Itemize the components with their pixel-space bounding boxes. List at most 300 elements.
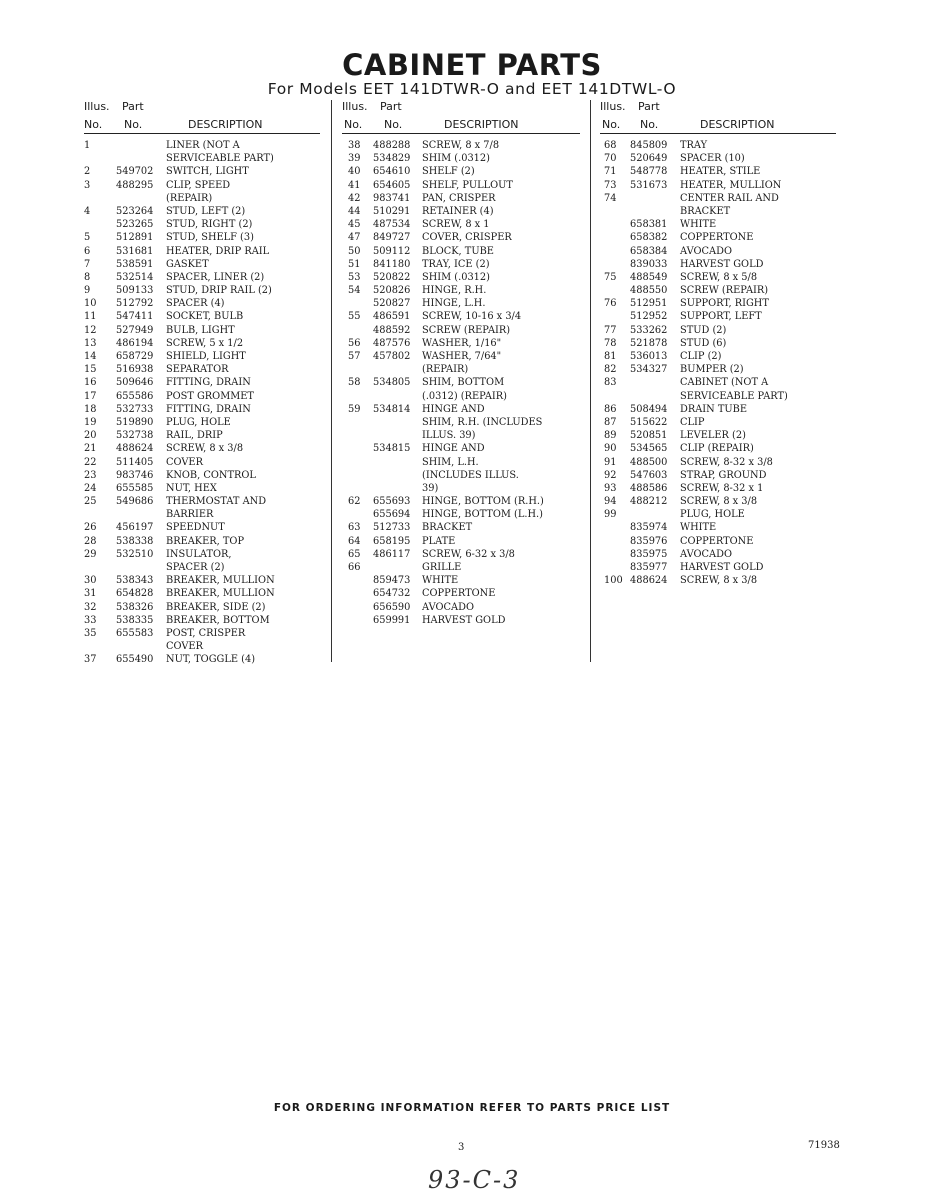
part-no: 488549 <box>630 271 668 283</box>
part-description: CENTER RAIL AND <box>680 192 779 204</box>
part-description: BREAKER, SIDE (2) <box>166 601 266 613</box>
illus-no: 29 <box>84 548 97 560</box>
part-no: 512792 <box>116 298 154 310</box>
illus-no: 18 <box>84 403 97 415</box>
part-no: 508494 <box>630 403 668 415</box>
part-description: AVOCADO <box>422 601 474 613</box>
part-description: HINGE AND <box>422 403 485 415</box>
part-description: BRACKET <box>422 522 473 534</box>
part-description: BARRIER <box>166 509 214 521</box>
part-description: SCREW, 8-32 x 3/8 <box>680 456 773 468</box>
part-description: SUPPORT, LEFT <box>680 311 762 323</box>
part-no: 655583 <box>116 627 154 639</box>
illus-no: 51 <box>348 258 361 270</box>
illus-no: 26 <box>84 522 97 534</box>
part-no: 488592 <box>373 324 411 336</box>
part-no: 486194 <box>116 337 154 349</box>
part-description: SCREW, 8 x 3/8 <box>680 496 758 508</box>
illus-no: 58 <box>348 377 361 389</box>
illus-no: 41 <box>348 179 361 191</box>
part-description: HARVEST GOLD <box>680 562 764 573</box>
illus-no: 11 <box>84 311 97 323</box>
illus-no-label: No. <box>344 118 363 131</box>
illus-label: Illus. <box>342 100 368 113</box>
part-no: 835976 <box>630 535 668 547</box>
part-description: SHIELD, LIGHT <box>166 351 246 362</box>
part-description: SHIM, R.H. (INCLUDES <box>422 416 543 428</box>
part-description: SCREW, 10-16 x 3/4 <box>422 311 522 323</box>
part-description: SCREW, 8 x 7/8 <box>422 140 500 151</box>
illus-no: 77 <box>604 324 617 336</box>
part-description: HARVEST GOLD <box>422 614 506 626</box>
illus-no: 56 <box>348 337 361 349</box>
part-no: 512952 <box>630 311 668 323</box>
illus-no: 87 <box>604 416 617 428</box>
part-no: 456197 <box>116 522 154 534</box>
part-description: 39) <box>422 482 439 494</box>
illus-no: 31 <box>84 588 97 600</box>
part-description: SERVICEABLE PART) <box>680 390 788 402</box>
illus-no: 93 <box>604 482 617 494</box>
part-no: 548778 <box>630 166 668 178</box>
column-header <box>600 100 870 134</box>
part-description: SWITCH, LIGHT <box>166 166 249 178</box>
part-no: 658382 <box>630 232 668 244</box>
part-no: 488624 <box>630 575 668 587</box>
part-no: 510291 <box>373 205 411 217</box>
illus-no: 13 <box>84 337 97 349</box>
part-description: BRACKET <box>680 205 731 217</box>
illus-no: 6 <box>84 245 91 257</box>
illus-no: 89 <box>604 430 617 442</box>
illus-no: 38 <box>348 140 361 151</box>
part-no: 520822 <box>373 271 411 283</box>
part-no: 488500 <box>630 456 668 468</box>
part-no: 532510 <box>116 548 154 560</box>
part-description: COVER, CRISPER <box>422 232 512 244</box>
part-description: HINGE, BOTTOM (R.H.) <box>422 496 544 508</box>
part-no: 532733 <box>116 403 154 415</box>
part-description: COVER <box>166 456 203 468</box>
illus-no: 75 <box>604 271 617 283</box>
illus-no: 71 <box>604 166 617 178</box>
part-description: PAN, CRISPER <box>422 192 496 204</box>
illus-no: 92 <box>604 469 617 481</box>
part-description: AVOCADO <box>680 245 732 257</box>
part-description: STUD (2) <box>680 324 727 336</box>
part-no: 655585 <box>116 482 154 494</box>
description-label: DESCRIPTION <box>188 118 263 131</box>
part-description: SHIM, L.H. <box>422 456 479 468</box>
illus-no: 82 <box>604 364 617 376</box>
part-no: 983741 <box>373 192 411 204</box>
part-description: NUT, TOGGLE (4) <box>166 654 256 666</box>
part-description: GRILLE <box>422 562 462 573</box>
part-description: TRAY, ICE (2) <box>422 258 490 270</box>
illus-no-label: No. <box>602 118 621 131</box>
part-label: Part <box>638 100 660 113</box>
description-label: DESCRIPTION <box>444 118 519 131</box>
header-rule <box>84 133 320 134</box>
part-no: 656590 <box>373 601 411 613</box>
illus-no: 57 <box>348 351 361 362</box>
part-description: THERMOSTAT AND <box>166 496 267 508</box>
illus-no: 19 <box>84 416 97 428</box>
part-description: STUD, SHELF (3) <box>166 232 254 244</box>
part-description: COPPERTONE <box>422 588 496 600</box>
part-no: 983746 <box>116 469 154 481</box>
part-no: 531673 <box>630 179 668 191</box>
part-no: 655694 <box>373 509 411 521</box>
part-description: SHIM, BOTTOM <box>422 377 505 389</box>
illus-no: 42 <box>348 192 361 204</box>
illus-no: 94 <box>604 496 617 508</box>
illus-no: 15 <box>84 364 97 376</box>
illus-no: 16 <box>84 377 97 389</box>
part-no: 839033 <box>630 258 668 270</box>
part-no: 655490 <box>116 654 154 666</box>
illus-no: 22 <box>84 456 97 468</box>
part-description: CABINET (NOT A <box>680 377 769 389</box>
part-description: BUMPER (2) <box>680 364 744 376</box>
part-no: 538591 <box>116 258 154 270</box>
header-rule <box>342 133 580 134</box>
part-no: 849727 <box>373 232 411 244</box>
parts-column-3 <box>600 100 870 587</box>
part-description: SCREW, 5 x 1/2 <box>166 337 244 349</box>
part-description: COPPERTONE <box>680 535 754 547</box>
part-no: 654732 <box>373 588 411 600</box>
part-description: HEATER, DRIP RAIL <box>166 245 270 257</box>
part-description: HARVEST GOLD <box>680 258 764 270</box>
part-no: 534815 <box>373 443 411 455</box>
part-no: 549702 <box>116 166 154 178</box>
part-description: NUT, HEX <box>166 482 217 494</box>
part-description: CLIP, SPEED <box>166 179 231 191</box>
part-description: (.0312) (REPAIR) <box>422 390 507 402</box>
illus-no: 78 <box>604 337 617 349</box>
part-no: 527949 <box>116 324 154 336</box>
part-description: SCREW, 8 x 3/8 <box>680 575 758 587</box>
part-no: 487534 <box>373 219 411 231</box>
part-no: 516938 <box>116 364 154 376</box>
part-no: 532738 <box>116 430 154 442</box>
part-description: SPEEDNUT <box>166 522 225 534</box>
part-no: 486591 <box>373 311 411 323</box>
illus-no: 62 <box>348 496 361 508</box>
illus-no: 8 <box>84 271 91 283</box>
part-description: SERVICEABLE PART) <box>166 153 274 165</box>
illus-no: 2 <box>84 166 91 178</box>
illus-no: 9 <box>84 285 91 297</box>
part-no: 659991 <box>373 614 411 626</box>
part-description: HEATER, MULLION <box>680 179 782 191</box>
part-no: 549686 <box>116 496 154 508</box>
part-no: 835974 <box>630 522 668 534</box>
part-no: 538326 <box>116 601 154 613</box>
part-no: 520826 <box>373 285 411 297</box>
part-no: 488212 <box>630 496 668 508</box>
part-no: 845809 <box>630 140 668 151</box>
part-no: 835977 <box>630 562 668 573</box>
part-description: HINGE, BOTTOM (L.H.) <box>422 509 543 521</box>
part-description: RETAINER (4) <box>422 205 494 217</box>
part-description: COPPERTONE <box>680 232 754 244</box>
illus-no: 70 <box>604 153 617 165</box>
part-no: 655693 <box>373 496 411 508</box>
part-no: 658729 <box>116 351 154 362</box>
part-description: SOCKET, BULB <box>166 311 244 323</box>
illus-no: 74 <box>604 192 617 204</box>
illus-no: 63 <box>348 522 361 534</box>
part-description: SPACER (4) <box>166 298 225 310</box>
part-description: COVER <box>166 641 203 653</box>
illus-no: 90 <box>604 443 617 455</box>
part-no: 534565 <box>630 443 668 455</box>
column-header <box>84 100 324 134</box>
illus-label: Illus. <box>84 100 110 113</box>
column-divider <box>590 100 591 662</box>
column-divider <box>331 100 332 662</box>
part-no: 509112 <box>373 245 411 257</box>
ordering-note: FOR ORDERING INFORMATION REFER TO PARTS PRICE LIST <box>273 1102 671 1114</box>
part-no: 859473 <box>373 575 411 587</box>
part-description: BREAKER, MULLION <box>166 588 275 600</box>
part-description: SPACER (2) <box>166 562 225 573</box>
illus-no: 21 <box>84 443 97 455</box>
part-no: 655586 <box>116 390 154 402</box>
illus-no: 64 <box>348 535 361 547</box>
part-no: 841180 <box>373 258 411 270</box>
part-description: STUD, LEFT (2) <box>166 205 246 217</box>
part-no: 658195 <box>373 535 411 547</box>
illus-no: 40 <box>348 166 361 178</box>
illus-no: 44 <box>348 205 361 217</box>
part-description: FITTING, DRAIN <box>166 403 251 415</box>
column-header <box>342 100 590 134</box>
part-description: CLIP (2) <box>680 351 722 362</box>
page-subtitle: For Models EET 141DTWR-O and EET 141DTWL-O <box>267 80 677 98</box>
illus-no: 5 <box>84 232 91 244</box>
part-description: SHELF, PULLOUT <box>422 179 513 191</box>
part-no: 512891 <box>116 232 154 244</box>
illus-no: 35 <box>84 627 97 639</box>
part-no-label: No. <box>640 118 659 131</box>
part-description: BLOCK, TUBE <box>422 245 494 257</box>
illus-no: 14 <box>84 351 97 362</box>
part-no: 534327 <box>630 364 668 376</box>
illus-no: 37 <box>84 654 97 666</box>
part-no: 538343 <box>116 575 154 587</box>
part-description: (INCLUDES ILLUS. <box>422 469 519 481</box>
part-description: HINGE AND <box>422 443 485 455</box>
part-description: SHIM (.0312) <box>422 153 490 165</box>
part-no: 658384 <box>630 245 668 257</box>
part-description: DRAIN TUBE <box>680 403 748 415</box>
illus-no-label: No. <box>84 118 103 131</box>
part-description: CLIP (REPAIR) <box>680 443 754 455</box>
part-no: 488295 <box>116 179 154 191</box>
part-no: 520649 <box>630 153 668 165</box>
part-no: 488586 <box>630 482 668 494</box>
illus-no: 4 <box>84 205 91 217</box>
illus-no: 50 <box>348 245 361 257</box>
part-description: CLIP <box>680 416 705 428</box>
part-no: 532514 <box>116 271 154 283</box>
part-description: LEVELER (2) <box>680 430 746 442</box>
part-no: 538338 <box>116 535 154 547</box>
illus-no: 86 <box>604 403 617 415</box>
part-label: Part <box>122 100 144 113</box>
part-description: STRAP, GROUND <box>680 469 767 481</box>
part-no: 488288 <box>373 140 411 151</box>
part-description: WHITE <box>422 575 459 587</box>
part-no: 531681 <box>116 245 154 257</box>
part-description: LINER (NOT A <box>166 140 240 151</box>
part-description: RAIL, DRIP <box>166 430 223 442</box>
illus-no: 25 <box>84 496 97 508</box>
part-no: 457802 <box>373 351 411 362</box>
part-description: AVOCADO <box>680 548 732 560</box>
illus-no: 17 <box>84 390 97 402</box>
part-no: 523265 <box>116 219 154 231</box>
part-description: SCREW, 8 x 1 <box>422 219 490 231</box>
page-title: CABINET PARTS <box>342 48 602 82</box>
parts-column-1 <box>84 100 324 666</box>
illus-no: 100 <box>604 575 623 587</box>
part-no: 512951 <box>630 298 668 310</box>
part-no: 519890 <box>116 416 154 428</box>
handwritten-note: 93-C-3 <box>428 1166 521 1194</box>
part-no: 520827 <box>373 298 411 310</box>
part-description: WHITE <box>680 522 717 534</box>
illus-no: 28 <box>84 535 97 547</box>
illus-no: 23 <box>84 469 97 481</box>
part-description: STUD (6) <box>680 337 727 349</box>
part-description: SPACER (10) <box>680 153 745 165</box>
illus-no: 45 <box>348 219 361 231</box>
part-description: SHIM (.0312) <box>422 271 490 283</box>
part-description: WASHER, 1/16" <box>422 337 502 349</box>
illus-no: 83 <box>604 377 617 389</box>
part-no: 486117 <box>373 548 411 560</box>
part-description: WHITE <box>680 219 717 231</box>
part-description: GASKET <box>166 258 209 270</box>
part-description: SCREW (REPAIR) <box>422 324 511 336</box>
part-no: 488550 <box>630 285 668 297</box>
page-number: 3 <box>458 1142 465 1153</box>
part-no: 654605 <box>373 179 411 191</box>
part-no: 533262 <box>630 324 668 336</box>
part-no: 512733 <box>373 522 411 534</box>
part-no: 511405 <box>116 456 154 468</box>
part-no: 509133 <box>116 285 154 297</box>
part-no: 523264 <box>116 205 154 217</box>
header-rule <box>600 133 836 134</box>
description-label: DESCRIPTION <box>700 118 775 131</box>
part-description: SCREW, 8 x 5/8 <box>680 271 758 283</box>
parts-column-2 <box>342 100 590 626</box>
part-description: HEATER, STILE <box>680 166 761 178</box>
part-description: INSULATOR, <box>166 548 232 560</box>
part-no: 547603 <box>630 469 668 481</box>
part-description: HINGE, R.H. <box>422 285 487 297</box>
illus-no: 10 <box>84 298 97 310</box>
illus-no: 91 <box>604 456 617 468</box>
illus-no: 12 <box>84 324 97 336</box>
illus-no: 24 <box>84 482 97 494</box>
illus-no: 3 <box>84 179 91 191</box>
part-description: STUD, DRIP RAIL (2) <box>166 285 272 297</box>
part-no: 534814 <box>373 403 411 415</box>
part-description: SEPARATOR <box>166 364 229 376</box>
illus-no: 39 <box>348 153 361 165</box>
part-description: WASHER, 7/64" <box>422 351 502 362</box>
document-number: 71938 <box>808 1140 840 1151</box>
illus-no: 7 <box>84 258 91 270</box>
part-description: SCREW, 8-32 x 1 <box>680 482 764 494</box>
part-description: BREAKER, BOTTOM <box>166 614 270 626</box>
part-no: 547411 <box>116 311 154 323</box>
illus-label: Illus. <box>600 100 626 113</box>
part-no: 509646 <box>116 377 154 389</box>
part-description: SHELF (2) <box>422 166 475 178</box>
part-no: 654610 <box>373 166 411 178</box>
part-description: TRAY <box>680 140 708 151</box>
illus-no: 68 <box>604 140 617 151</box>
illus-no: 81 <box>604 351 617 362</box>
part-no: 835975 <box>630 548 668 560</box>
part-description: STUD, RIGHT (2) <box>166 219 253 231</box>
part-description: BREAKER, TOP <box>166 535 245 547</box>
part-description: PLUG, HOLE <box>680 509 745 521</box>
part-description: BULB, LIGHT <box>166 324 235 336</box>
part-description: FITTING, DRAIN <box>166 377 251 389</box>
part-no: 520851 <box>630 430 668 442</box>
illus-no: 33 <box>84 614 97 626</box>
part-label: Part <box>380 100 402 113</box>
part-description: POST, CRISPER <box>166 627 246 639</box>
part-no: 538335 <box>116 614 154 626</box>
part-description: BREAKER, MULLION <box>166 575 275 587</box>
part-description: SUPPORT, RIGHT <box>680 298 769 310</box>
illus-no: 55 <box>348 311 361 323</box>
part-no-label: No. <box>384 118 403 131</box>
part-description: HINGE, L.H. <box>422 298 486 310</box>
part-no: 654828 <box>116 588 154 600</box>
part-description: PLUG, HOLE <box>166 416 231 428</box>
part-description: SCREW (REPAIR) <box>680 285 769 297</box>
illus-no: 99 <box>604 509 617 521</box>
illus-no: 65 <box>348 548 361 560</box>
part-description: SCREW, 8 x 3/8 <box>166 443 244 455</box>
part-description: KNOB, CONTROL <box>166 469 256 481</box>
illus-no: 30 <box>84 575 97 587</box>
part-description: (REPAIR) <box>166 192 213 204</box>
part-no: 488624 <box>116 443 154 455</box>
illus-no: 32 <box>84 601 97 613</box>
part-description: (REPAIR) <box>422 364 469 376</box>
part-description: PLATE <box>422 535 456 547</box>
illus-no: 53 <box>348 271 361 283</box>
part-no-label: No. <box>124 118 143 131</box>
part-no: 536013 <box>630 351 668 362</box>
part-no: 534829 <box>373 153 411 165</box>
part-no: 487576 <box>373 337 411 349</box>
illus-no: 59 <box>348 403 361 415</box>
illus-no: 76 <box>604 298 617 310</box>
part-description: SPACER, LINER (2) <box>166 271 265 283</box>
